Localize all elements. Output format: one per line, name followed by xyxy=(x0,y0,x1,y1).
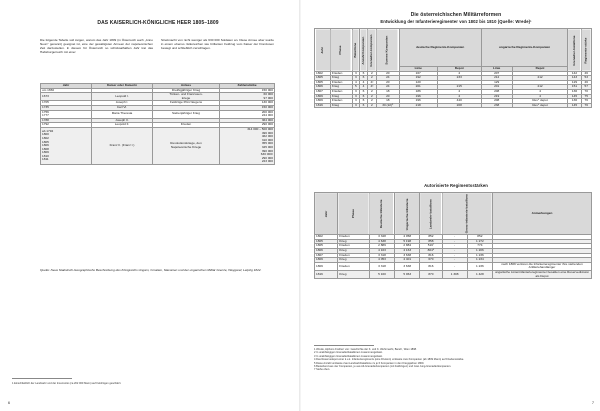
table-cell: - xyxy=(442,248,467,253)
table-cell: 870 xyxy=(420,270,442,278)
table-cell: 1 234 xyxy=(467,258,492,263)
table-cell: Frieden xyxy=(330,71,352,76)
table-cell: 167 xyxy=(399,71,437,76)
table-cell: 774 xyxy=(467,244,492,249)
table-cell: 1807 xyxy=(315,89,331,94)
table-cell: 30 (22)⁵ xyxy=(376,103,399,108)
table-cell: 4 xyxy=(352,80,360,85)
table-cell: 440 xyxy=(437,99,481,104)
table-cell: 290 000 xyxy=(220,123,275,128)
table-cell: 4 401 xyxy=(395,258,420,263)
table-cell: 516⁷ xyxy=(420,244,442,249)
table-cell: 4 xyxy=(512,94,568,99)
table-cell: 3 348 xyxy=(369,235,394,240)
table-cell: - xyxy=(442,235,467,240)
table-cell: 670 xyxy=(420,258,442,263)
table-cell: 18 xyxy=(376,89,399,94)
regiment-strength-table-body xyxy=(315,235,592,279)
table-cell: Leopold II. xyxy=(92,123,153,128)
table-cell: 3 318 xyxy=(369,262,394,270)
col-header-emperor: Kaiser oder Kaiserin xyxy=(92,84,153,89)
table-cell: 70 xyxy=(581,89,591,94)
col-header-occasion: Anlass xyxy=(153,84,220,89)
table-cell: Frieden xyxy=(338,235,370,240)
table-cell: Maria Theresia xyxy=(92,110,153,118)
table-cell: 1788 xyxy=(41,118,92,123)
table-cell: 76 xyxy=(581,103,591,108)
left-footnote: 1 Einschließlich der Landwehr und der Insurrectio (ca 202 000 Mann) auf Feldzügen geschätzt. xyxy=(12,382,122,385)
table-cell: 4 xyxy=(437,94,481,99)
table-cell: 212 xyxy=(512,85,568,90)
table-cell: 143 xyxy=(568,76,581,81)
table-cell: 3 xyxy=(352,89,360,94)
table-cell: 4² xyxy=(367,80,376,85)
table-cell: 57 xyxy=(581,85,591,90)
right-page xyxy=(302,0,600,411)
table-cell: 858 xyxy=(420,239,442,244)
table-cell: Revolutionskriege, den Napoleonische Kriege xyxy=(153,127,220,164)
t2-header-border-infantry: Grenz-infanterie-bataillone xyxy=(442,193,492,235)
table-cell: 1756 1777 xyxy=(41,110,92,118)
t1-header-grenadier-battalions: Grenadier-bataillone xyxy=(568,29,581,72)
table-cell: 4 xyxy=(437,89,481,94)
intro-paragraph-col2: Streitmacht von nicht weniger als 630 000 Soldaten an. Diese Armee aber wurde in einem ebenso risikoreichen wie brillanten Feldzug vom Kaiser der Franzosen besiegt und schließlich zerschlagen. xyxy=(161,38,274,50)
table-cell: 24 xyxy=(376,85,399,90)
table-cell: Frieden xyxy=(330,89,352,94)
left-page-number: 6 xyxy=(8,401,10,405)
table-cell: Siebenjähriger Krieg xyxy=(153,110,220,118)
table-cell: 1809 xyxy=(315,94,331,99)
table-cell: 1805 xyxy=(315,80,331,85)
t1-header-sum-companies: Summe Kompanien xyxy=(376,29,399,72)
table-cell: 6 xyxy=(360,71,368,76)
table-cell: 120 xyxy=(399,80,437,85)
table-cell: 4 xyxy=(437,71,481,76)
table-cell: 364 000 xyxy=(220,118,275,123)
table-cell: 20 xyxy=(376,94,399,99)
table-cell: Krieg xyxy=(330,76,352,81)
table-cell: 151 xyxy=(568,85,581,90)
right-page-subtitle: Entwicklung der Infanterieregimenter von 1802 bis 1810 (Quelle: Wrede)¹ xyxy=(380,19,532,24)
table-cell: 1809 xyxy=(315,262,338,270)
table-cell: Dreißigjähriger Krieg xyxy=(153,88,220,93)
table-cell: 2 xyxy=(367,103,376,108)
table-cell: 3 638 xyxy=(395,253,420,258)
table-cell: 2 xyxy=(367,76,376,81)
t1-header-german-companies: deutsche Regiments-Kompanien xyxy=(399,29,481,67)
table-row xyxy=(41,93,275,101)
table-cell: Leopold I. xyxy=(92,93,153,101)
table-cell: 208 xyxy=(437,103,481,108)
table-cell: Frieden xyxy=(330,80,352,85)
table-cell: 60 000 97 000 xyxy=(220,93,275,101)
table-cell: 212 xyxy=(512,76,568,81)
table-cell: 5 160 xyxy=(369,270,394,278)
table-cell: Krieg xyxy=(338,258,370,263)
table-cell: 1 428 xyxy=(467,270,492,278)
table-cell: 1806 xyxy=(315,248,338,253)
table-cell: Carl VI. xyxy=(92,105,153,110)
t1-header-companies: Anzahl Kompanien xyxy=(360,29,368,72)
table-cell: 1735 xyxy=(41,105,92,110)
right-page-number: 7 xyxy=(592,401,594,405)
table-cell: 1 206 xyxy=(467,248,492,253)
footnote: 6 Bestehend aus vier Kompanien, je aus Alt-Grenadierkompanien (mit Feldzügen) und zwei Jung-Grenadierkompanien. xyxy=(314,365,452,369)
table-cell: 238 xyxy=(481,103,512,108)
table-cell: 136 xyxy=(568,89,581,94)
table-cell: 3 xyxy=(352,76,360,81)
table-row xyxy=(41,110,275,118)
table-cell: 1792 xyxy=(41,123,92,128)
table-cell: 4 xyxy=(512,89,568,94)
table-cell: ungarische Linieninfanterieregimenter besaßen eine Reservedivision als Depot xyxy=(493,270,592,278)
left-page xyxy=(0,0,298,411)
infantry-regiment-table-body xyxy=(315,71,592,108)
table-cell: 207 xyxy=(481,71,512,76)
table-cell: 6 xyxy=(360,89,368,94)
table-cell: 215 xyxy=(437,85,481,90)
table-cell: 1806 xyxy=(315,85,331,90)
table-cell: nach 1809 verloren die Infanterieregimenter ihre stehenden Artilleriehandlanger xyxy=(493,262,592,270)
t1-header-battalions: Bataillone xyxy=(352,29,360,72)
table-cell: 186 xyxy=(399,89,437,94)
table-cell: 20 xyxy=(376,71,399,76)
t1-header-hungarian-companies: ungarische Regiments-Kompanien xyxy=(481,29,568,67)
table-cell: 816 xyxy=(420,262,442,270)
table-cell: 3 318 xyxy=(369,253,394,258)
table-cell: 4 163 xyxy=(395,248,420,253)
table-cell: 130 000 xyxy=(220,101,275,106)
table-cell: Joseph II. xyxy=(92,118,153,123)
army-strength-table xyxy=(40,83,275,165)
table-cell: 212 xyxy=(481,76,512,81)
table-cell: 4 xyxy=(360,80,368,85)
right-footnotes xyxy=(314,348,592,372)
table-cell: Franz II. (Franz I.) xyxy=(92,127,153,164)
table-cell: 6 xyxy=(360,99,368,104)
table-cell: 1807 xyxy=(315,253,338,258)
table-cell: 4 058 xyxy=(395,235,420,240)
table-cell: 314 000 – 500 000 496 000 462 000 310 000 355 000 345 000 390 000 630 000¹ 290 000 223 000 xyxy=(220,127,275,164)
table-cell: 2 xyxy=(367,94,376,99)
t1-header-phase: Phase xyxy=(330,29,352,72)
table-cell: 201 xyxy=(399,85,437,90)
table-row xyxy=(41,127,275,164)
table-cell: 5 063 xyxy=(395,270,420,278)
table-cell: 3 xyxy=(352,71,360,76)
table-cell: 20 xyxy=(376,80,399,85)
table-cell: 1809 xyxy=(315,258,338,263)
table-row xyxy=(315,270,592,278)
t1-sub-depot: Depot xyxy=(437,67,481,72)
footnote: 1 Wrede, Alphons Freiherr von: Geschichte der K. und K. Wehrmacht, Band I, Wien 1898. xyxy=(314,348,417,351)
table-cell: 6 xyxy=(360,76,368,81)
t2-header-phase: Phase xyxy=(338,193,370,235)
regiment-strength-table xyxy=(314,192,592,279)
table-cell: 1 308 xyxy=(442,270,467,278)
table-cell: 218 xyxy=(399,103,437,108)
table-cell: - xyxy=(442,258,467,263)
t1-sub-line: Linie xyxy=(399,67,437,72)
footnote: 3 In unabhängigen Grenadierbataillonen zusammengefasst. xyxy=(314,354,383,358)
table-cell: ab 1792 1800 1802 1805 1806 1808 1809 1810 1811 xyxy=(41,127,92,164)
table-cell: 145 xyxy=(568,103,581,108)
table-cell: Joseph I. xyxy=(92,101,153,106)
table-cell: 852 xyxy=(467,235,492,240)
t2-header-remarks: Anmerkungen xyxy=(493,193,592,235)
table-cell: 142 xyxy=(568,71,581,76)
left-page-title: DAS KAISERLICH-KÖNIGLICHE HEER 1805–1809 xyxy=(97,20,219,26)
t2-header-landwehr: Landwehr-bataillone xyxy=(420,193,442,235)
table-cell: 145 xyxy=(568,94,581,99)
table-cell: 3 638 xyxy=(395,262,420,270)
table-cell: 192 xyxy=(399,76,437,81)
table-cell: Krieg xyxy=(338,248,370,253)
intro-paragraph-col1: Die folgende Tabelle soll zeigen, warum das Jahr 1809 (in Österreich auch „Anno Neun" genannt) geeignet ist, eine der gewaltigsten Armeen der napoleonischen Zeit darzustellen. In diesem für Österreich so schicksalhaften Jahr trat das Habsburgerreich mit einer xyxy=(40,38,153,54)
table-cell: 1705 xyxy=(41,101,92,106)
table-cell: - xyxy=(442,253,467,258)
table-cell: Frieden xyxy=(338,253,370,258)
table-cell: 129 xyxy=(481,80,512,85)
footnote: 5 Diese Anzahl umfasste zwei Landwehrbataillone zu je 6 Kompanien in den Kriegsjahren 1809. xyxy=(314,361,425,365)
t1-header-year: Jahr xyxy=(315,29,331,72)
table-cell: 200 000 244 000 xyxy=(220,110,275,118)
infantry-regiment-table xyxy=(314,28,592,108)
table-cell: 3 xyxy=(352,94,360,99)
table-cell: Krieg xyxy=(338,239,370,244)
t2-header-year: Jahr xyxy=(315,193,338,235)
t2-header-hungarian-infantry: Ungarische Infanterie xyxy=(395,193,420,235)
table-cell: 18 xyxy=(376,99,399,104)
table-cell: 208 xyxy=(481,99,512,104)
table-cell: 804⁸ xyxy=(420,248,442,253)
table-cell: Krieg xyxy=(338,270,370,278)
table-cell: 150 000 xyxy=(220,105,275,110)
t1-sub-line: Linie xyxy=(481,67,512,72)
table-cell: 46 xyxy=(581,71,591,76)
table-cell: Feldzüge Prinz Eugens xyxy=(153,101,220,106)
table-cell: 4 xyxy=(360,85,368,90)
t2-header-german-infantry: Deutsche Infanterie xyxy=(369,193,394,235)
table-cell: 6 xyxy=(360,94,368,99)
table-cell: 1809 xyxy=(315,99,331,104)
t1-sub-depot: Depot xyxy=(512,67,568,72)
table-cell: Frieden xyxy=(330,99,352,104)
table-cell: 1 236 xyxy=(467,262,492,270)
table-cell: 2 xyxy=(367,99,376,104)
table-cell: 150 000 xyxy=(220,88,275,93)
table-cell: 75 xyxy=(581,94,591,99)
table-cell: 1816 xyxy=(315,270,338,278)
table-cell: 46 xyxy=(581,80,591,85)
table-cell: 4 163 xyxy=(369,248,394,253)
table-cell: 1816 xyxy=(315,103,331,108)
table-cell: 129 xyxy=(568,80,581,85)
col-header-year: Jahr xyxy=(41,84,92,89)
table-cell: 5 xyxy=(352,85,360,90)
table-cell: 1 272 xyxy=(467,239,492,244)
table-cell: 24 xyxy=(376,76,399,81)
table-cell: 4 638 xyxy=(369,239,394,244)
t1-header-grenadier-companies: Grenadier-kompanien xyxy=(367,29,376,72)
table-cell: 233 xyxy=(437,76,481,81)
table-cell: 2 889 xyxy=(369,244,394,249)
table-cell: - xyxy=(442,262,467,270)
table-cell: 3 xyxy=(352,103,360,108)
table-cell: 1805 xyxy=(315,239,338,244)
table-cell: 1 236 xyxy=(467,253,492,258)
table-cell: 1802 xyxy=(315,235,338,240)
table-cell: um 1650 xyxy=(41,88,92,93)
table-cell: Frieden xyxy=(338,262,370,270)
page-gutter xyxy=(299,0,301,411)
source-note: Quelle: Neue Statistisch-Geographische Beschreibung des Königreichs Ungarn, Croatien, Slavonien und der ungarischen Militär Grenze, Weygand, Leipzig 1822. xyxy=(40,268,262,272)
right-page-title: Die österreichischen Militärreformen xyxy=(410,12,502,18)
table-cell: Türken- und Franzosen- kriege xyxy=(153,93,220,101)
footnote: 4 Das Reservedepot einer k.u.k. Infanterieregiments (eine Division) umfasste zwei Kompanien (ab 1809 Mann) auf Friedensstärke. xyxy=(314,358,465,362)
footnote-rule xyxy=(314,345,374,346)
table-cell: 1673 xyxy=(41,93,92,101)
table-cell: 196 xyxy=(399,94,437,99)
table-row xyxy=(315,103,592,108)
table-cell: 4³ xyxy=(367,85,376,90)
footnote-rule xyxy=(12,378,72,379)
table-cell: 2 xyxy=(367,89,376,94)
table-cell: 3 xyxy=(352,99,360,104)
table-cell: - xyxy=(442,239,467,244)
table-cell: 53 xyxy=(581,76,591,81)
t1-header-regiment-strength: Regiments-stärke xyxy=(581,29,591,72)
col-header-strength: Zahlenstärke xyxy=(220,84,275,89)
table-cell: Frieden xyxy=(338,244,370,249)
army-strength-table-body xyxy=(41,88,275,164)
table-cell: 136 xyxy=(568,99,581,104)
table-cell: Krieg xyxy=(330,103,352,108)
table-cell: 1802 xyxy=(315,71,331,76)
table-cell: 2 xyxy=(367,71,376,76)
footnote: 2 In unabhängigen Grenadierbataillonen zusammengefasst. xyxy=(314,351,383,355)
footnote: 7 Siehe oben. xyxy=(314,368,331,372)
table-cell: 196 xyxy=(399,99,437,104)
table-cell: 76 xyxy=(581,99,591,104)
table-cell: Frieden xyxy=(153,123,220,128)
table-cell: 208 xyxy=(481,89,512,94)
table-cell: 2 884 xyxy=(395,244,420,249)
table-cell: 1805 xyxy=(315,76,331,81)
table-cell: 852 xyxy=(420,235,442,240)
table-cell: 219 xyxy=(481,94,512,99)
table-cell: 4 053 xyxy=(369,258,394,263)
table-cell: Krieg xyxy=(330,94,352,99)
table-cell: 1805 xyxy=(315,244,338,249)
regiment-strength-title: Autorisierte Regimentsstärken xyxy=(424,183,488,188)
table-cell: Res⁴ depot xyxy=(512,103,568,108)
table-cell: 5 198 xyxy=(395,239,420,244)
table-cell: 816 xyxy=(420,253,442,258)
table-cell: - xyxy=(442,244,467,249)
table-cell: 201 xyxy=(481,85,512,90)
table-cell: Res⁴ depot xyxy=(512,99,568,104)
table-cell: 6 xyxy=(360,103,368,108)
table-cell: Krieg xyxy=(330,85,352,90)
